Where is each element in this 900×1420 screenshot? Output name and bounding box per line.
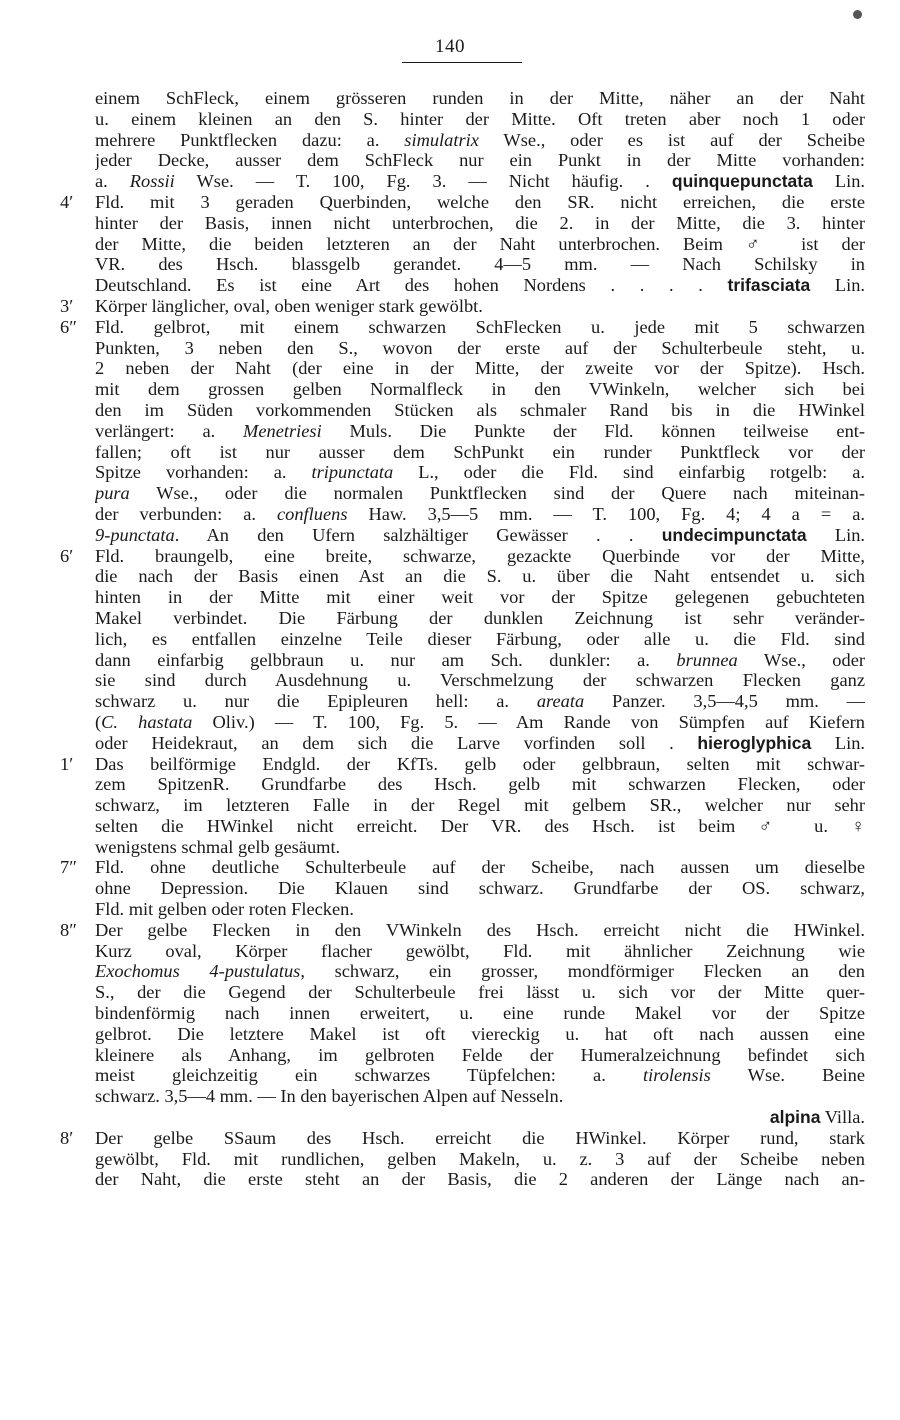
line-text: dann einfarbig gelbbraun u. nur am Sch. dunkler: a. brunnea Wse., oder bbox=[95, 649, 865, 670]
line-text: Exochomus 4-pustulatus, schwarz, ein grosser, mondförmiger Flecken an den bbox=[95, 961, 865, 982]
line-text: oder Heidekraut, an dem sich die Larve vorfinden soll . hieroglyphica Lin. bbox=[95, 732, 865, 753]
text-line bbox=[0, 816, 900, 837]
couplet-marker: 3′ bbox=[60, 295, 74, 316]
line-text: schwarz, im letzteren Falle in der Regel mit gelbem SR., welcher nur sehr bbox=[95, 795, 865, 816]
line-text: ohne Depression. Die Klauen sind schwarz. Grundfarbe der OS. schwarz, bbox=[95, 878, 865, 899]
italic-name: pura bbox=[95, 483, 130, 504]
italic-name: Exochomus 4-pustulatus bbox=[95, 961, 301, 982]
line-text: gewölbt, Fld. mit rundlichen, gelben Makeln, u. z. 3 auf der Scheibe neben bbox=[95, 1148, 865, 1169]
text-line bbox=[0, 504, 900, 525]
text-line bbox=[0, 982, 900, 1003]
line-text: Fld. mit gelben oder roten Flecken. bbox=[95, 899, 354, 920]
text-line bbox=[0, 192, 900, 213]
text-line bbox=[0, 442, 900, 463]
text-line bbox=[0, 150, 900, 171]
line-text: Kurz oval, Körper flacher gewölbt, Fld. mit ähnlicher Zeichnung wie bbox=[95, 940, 865, 961]
line-text: Punkten, 3 neben den S., wovon der erste auf der Schulterbeule steht, u. bbox=[95, 337, 865, 358]
line-text: hinter der Basis, innen nicht unterbrochen, die 2. in der Mitte, die 3. hinter bbox=[95, 212, 865, 233]
line-text: lich, es entfallen einzelne Teile dieser Färbung, oder alle u. die Fld. sind bbox=[95, 628, 865, 649]
species-name: undecimpunctata bbox=[661, 524, 807, 545]
text-line bbox=[0, 296, 900, 317]
line-text: Spitze vorhanden: a. tripunctata L., oder die Fld. sind einfarbig rotgelb: a. bbox=[95, 462, 865, 483]
line-text: meist gleichzeitig ein schwarzes Tüpfelchen: a. tirolensis Wse. Beine bbox=[95, 1065, 865, 1086]
line-text: pura Wse., oder die normalen Punktflecken sind der Quere nach miteinan- bbox=[95, 483, 865, 504]
line-text: S., der die Gegend der Schulterbeule frei lässt u. sich vor der Mitte quer- bbox=[95, 982, 865, 1003]
line-text: mehrere Punktflecken dazu: a. simulatrix Wse., oder es ist auf der Scheibe bbox=[95, 129, 865, 150]
line-text: mit dem grossen gelben Normalfleck in den VWinkeln, welcher sich bei bbox=[95, 379, 865, 400]
text-line bbox=[0, 88, 900, 109]
line-text: a. Rossii Wse. — T. 100, Fg. 3. — Nicht häufig. . quinquepunctata Lin. bbox=[95, 171, 865, 192]
line-text: wenigstens schmal gelb gesäumt. bbox=[95, 836, 341, 857]
text-line bbox=[0, 130, 900, 151]
line-text: zem SpitzenR. Grundfarbe des Hsch. gelb mit schwarzen Flecken, oder bbox=[95, 774, 865, 795]
text-line bbox=[0, 629, 900, 650]
line-text: Fld. gelbrot, mit einem schwarzen SchFlecken u. jede mit 5 schwarzen bbox=[95, 316, 865, 337]
line-text: der verbunden: a. confluens Haw. 3,5—5 mm. — T. 100, Fg. 4; 4 a = a. bbox=[95, 503, 865, 524]
line-text: der Mitte, die beiden letzteren an der Naht unterbrochen. Beim ♂ ist der bbox=[95, 233, 865, 254]
line-text: (C. hastata Oliv.) — T. 100, Fg. 5. — Am Rande von Sümpfen auf Kiefern bbox=[95, 711, 865, 732]
text-line bbox=[0, 421, 900, 442]
line-text: Fld. braungelb, eine breite, schwarze, gezackte Querbinde vor der Mitte, bbox=[95, 545, 865, 566]
line-text: bindenförmig nach innen erweitert, u. eine runde Makel vor der Spitze bbox=[95, 1003, 865, 1024]
couplet-marker: 1′ bbox=[60, 753, 74, 774]
text-line bbox=[0, 400, 900, 421]
line-text: schwarz. 3,5—4 mm. — In den bayerischen Alpen auf Nesseln. bbox=[95, 1086, 564, 1107]
text-line bbox=[0, 1128, 900, 1149]
italic-name: C. hastata bbox=[101, 711, 193, 732]
line-text: Der gelbe Flecken in den VWinkeln des Hsch. erreicht nicht die HWinkel. bbox=[95, 919, 865, 940]
text-line bbox=[0, 670, 900, 691]
text-line bbox=[0, 275, 900, 296]
line-text: 2 neben der Naht (der eine in der Mitte, der zweite vor der Spitze). Hsch. bbox=[95, 358, 865, 379]
text-line bbox=[0, 920, 900, 941]
text-line bbox=[0, 691, 900, 712]
line-text: u. einem kleinen an den S. hinter der Mitte. Oft treten aber noch 1 oder bbox=[95, 108, 865, 129]
text-line bbox=[0, 1107, 900, 1128]
line-text: jeder Decke, ausser dem SchFleck nur ein Punkt in der Mitte vorhanden: bbox=[95, 150, 865, 171]
italic-name: confluens bbox=[277, 503, 348, 524]
text-line bbox=[0, 878, 900, 899]
text-line bbox=[0, 1149, 900, 1170]
text-line bbox=[0, 754, 900, 775]
ink-spot bbox=[853, 10, 862, 19]
text-line bbox=[0, 712, 900, 733]
text-line bbox=[0, 1003, 900, 1024]
line-text: Deutschland. Es ist eine Art des hohen Nordens . . . . trifasciata Lin. bbox=[95, 275, 865, 296]
text-line bbox=[0, 338, 900, 359]
text-line bbox=[0, 857, 900, 878]
line-text: den im Süden vorkommenden Stücken als schmaler Rand bis in die HWinkel bbox=[95, 399, 865, 420]
text-line bbox=[0, 774, 900, 795]
species-name: hieroglyphica bbox=[697, 732, 812, 753]
line-text: fallen; oft ist nur ausser dem SchPunkt ein runder Punktfleck vor der bbox=[95, 441, 865, 462]
text-line bbox=[0, 899, 900, 920]
line-text: Körper länglicher, oval, oben weniger stark gewölbt. bbox=[95, 295, 483, 316]
text-line bbox=[0, 1169, 900, 1190]
text-line bbox=[0, 795, 900, 816]
line-text: die nach der Basis einen Ast an die S. u. über die Naht entsendet u. sich bbox=[95, 566, 865, 587]
text-line bbox=[0, 317, 900, 338]
line-text: einem SchFleck, einem grösseren runden in der Mitte, näher an der Naht bbox=[95, 88, 865, 108]
text-line bbox=[0, 254, 900, 275]
text-line bbox=[0, 1024, 900, 1045]
species-name: trifasciata bbox=[727, 275, 811, 296]
text-line bbox=[0, 1086, 900, 1107]
body-text bbox=[0, 88, 900, 1190]
italic-name: Rossii bbox=[129, 171, 175, 192]
italic-name: simulatrix bbox=[404, 129, 479, 150]
line-text: schwarz u. nur die Epipleuren hell: a. areata Panzer. 3,5—4,5 mm. — bbox=[95, 691, 865, 712]
couplet-marker: 6″ bbox=[60, 316, 77, 337]
italic-name: 9-punctata bbox=[95, 524, 175, 545]
text-line bbox=[0, 1045, 900, 1066]
line-text: Fld. ohne deutliche Schulterbeule auf der Scheibe, nach aussen um dieselbe bbox=[95, 857, 865, 878]
line-text: sie sind durch Ausdehnung u. Verschmelzung der schwarzen Flecken ganz bbox=[95, 670, 865, 691]
italic-name: tirolensis bbox=[643, 1065, 711, 1086]
header-rule bbox=[402, 62, 522, 63]
text-line bbox=[0, 234, 900, 255]
text-line bbox=[0, 941, 900, 962]
line-text: gelbrot. Die letztere Makel ist oft viereckig u. hat oft nach aussen eine bbox=[95, 1023, 865, 1044]
line-text: hinten in der Mitte mit einer weit vor der Spitze gelegenen gebuchteten bbox=[95, 587, 865, 608]
text-line bbox=[0, 650, 900, 671]
italic-name: areata bbox=[536, 691, 585, 712]
species-name: alpina bbox=[769, 1107, 821, 1128]
text-line bbox=[0, 109, 900, 130]
line-text: Der gelbe SSaum des Hsch. erreicht die HWinkel. Körper rund, stark bbox=[95, 1127, 865, 1148]
text-line bbox=[0, 961, 900, 982]
line-text: kleinere als Anhang, im gelbroten Felde der Humeralzeichnung befindet sich bbox=[95, 1044, 865, 1065]
text-line bbox=[0, 483, 900, 504]
text-line bbox=[0, 608, 900, 629]
page-number: 140 bbox=[435, 36, 465, 57]
text-line bbox=[0, 1065, 900, 1086]
species-name: quinquepunctata bbox=[671, 171, 813, 192]
text-line bbox=[0, 379, 900, 400]
line-text: 9-punctata. An den Ufern salzhältiger Gewässer . . undecimpunctata Lin. bbox=[95, 524, 865, 545]
text-line bbox=[0, 213, 900, 234]
line-text: selten die HWinkel nicht erreicht. Der VR. des Hsch. ist beim ♂ u. ♀ bbox=[95, 815, 865, 836]
text-line bbox=[0, 171, 900, 192]
text-line bbox=[0, 546, 900, 567]
line-text: Fld. mit 3 geraden Querbinden, welche den SR. nicht erreichen, die erste bbox=[95, 191, 865, 212]
couplet-marker: 8′ bbox=[60, 1127, 74, 1148]
italic-name: Menetriesi bbox=[243, 420, 322, 441]
line-text: der Naht, die erste steht an der Basis, die 2 anderen der Länge nach an- bbox=[95, 1169, 865, 1190]
couplet-marker: 8″ bbox=[60, 919, 77, 940]
italic-name: brunnea bbox=[676, 649, 738, 670]
line-text: Makel verbindet. Die Färbung der dunklen Zeichnung ist sehr veränder- bbox=[95, 607, 865, 628]
line-text: verlängert: a. Menetriesi Muls. Die Punkte der Fld. können teilweise ent- bbox=[95, 420, 865, 441]
text-line bbox=[0, 462, 900, 483]
couplet-marker: 6′ bbox=[60, 545, 74, 566]
italic-name: tripunctata bbox=[311, 462, 394, 483]
line-text: Das beilförmige Endgld. der KfTs. gelb oder gelbbraun, selten mit schwar- bbox=[95, 753, 865, 774]
text-line bbox=[0, 587, 900, 608]
text-line bbox=[0, 733, 900, 754]
text-line bbox=[0, 525, 900, 546]
text-line bbox=[0, 566, 900, 587]
text-line bbox=[0, 837, 900, 858]
line-text: alpina Villa. bbox=[769, 1107, 865, 1128]
text-line bbox=[0, 358, 900, 379]
couplet-marker: 4′ bbox=[60, 191, 74, 212]
couplet-marker: 7″ bbox=[60, 857, 77, 878]
line-text: VR. des Hsch. blassgelb gerandet. 4—5 mm. — Nach Schilsky in bbox=[95, 254, 865, 275]
